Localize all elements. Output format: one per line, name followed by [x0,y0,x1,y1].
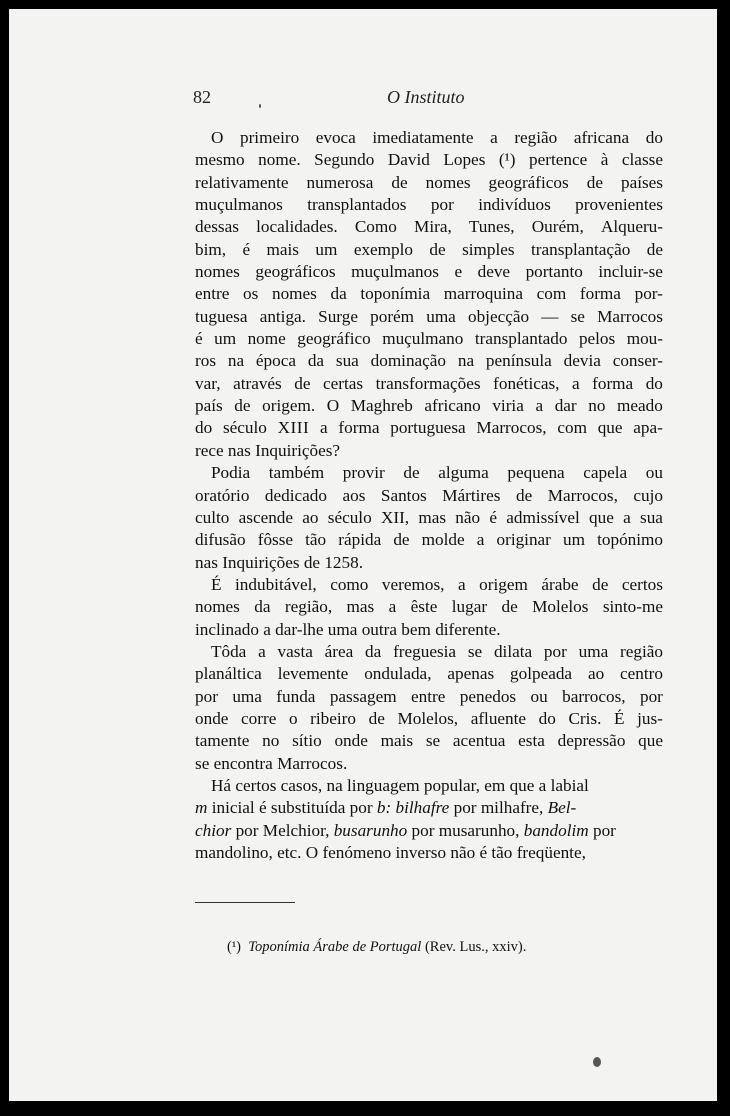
paragraph-3 [195,574,663,641]
page-header [193,87,663,111]
text-line: por uma funda passagem entre penedos ou barrocos, por [195,686,663,706]
footnote-reference: (Rev. Lus., xxiv). [424,939,527,955]
footnote-marker: (¹) [227,939,242,955]
text-line: difusão fôsse tão rápida de molde a originar um topónimo [195,530,663,550]
text-line: bim, é mais um exemplo de simples transplantação de [195,239,663,259]
paragraph-2 [195,462,663,574]
footnote [227,939,526,956]
text-line: se encontra Marrocos. [195,753,348,773]
text-line: oratório dedicado aos Santos Mártires de Marrocos, cujo [195,485,663,505]
text-line: Tôda a vasta área da freguesia se dilata por uma região [211,641,663,661]
text-line: culto ascende ao século XII, mas não é admissível que a sua [195,507,663,527]
paragraph-4 [195,641,663,775]
text-line: Há certos casos, na linguagem popular, em que a labial [211,775,589,795]
book-page [6,6,720,1104]
footnote-divider [195,902,295,903]
text-line: inclinado a dar-lhe uma outra bem diferente. [195,619,501,639]
text-line: mandolino, etc. O fenómeno inverso não é tão freqüente, [195,843,586,862]
text-line: relativamente numerosa de nomes geográficos de países [195,172,663,192]
paper-speck [593,1057,601,1067]
page-number: 82 [193,87,211,107]
text-line: É indubitável, como veremos, a origem árabe de certos [211,574,663,594]
text-line: rece nas Inquirições? [195,440,341,460]
text-line: tamente no sítio onde mais se acentua esta depressão que [195,731,663,751]
text-line: O primeiro evoca imediatamente a região africana do [211,128,663,147]
footnote-title: Toponímia Árabe de Portugal [248,939,422,955]
text-line: dessas localidades. Como Mira, Tunes, Ourém, Alqueru- [195,217,663,237]
text-line: é um nome geográfico muçulmano transplantado pelos mou- [195,329,663,349]
paragraph-1 [195,127,663,462]
running-title: O Instituto [387,87,465,107]
paper-speck [259,104,261,108]
text-line: entre os nomes da toponímia marroquina com forma por- [195,284,663,304]
text-line: planáltica levemente ondulada, apenas golpeada ao centro [195,664,663,684]
text-line: nas Inquirições de 1258. [195,552,364,572]
text-line: var, através de certas transformações fonéticas, a forma do [195,373,663,393]
text-line: mesmo nome. Segundo David Lopes (¹) pertence à classe [195,150,663,170]
text-line: m inicial é substituída por b: bilhafre por milhafre, Bel- [195,798,577,818]
body-text [195,127,663,864]
text-line: tuguesa antiga. Surge porém uma objecção — se Marrocos [195,306,663,326]
text-line: nomes da região, mas a êste lugar de Molelos sinto-me [195,597,663,617]
text-line: ros na época da sua dominação na península devia conser- [195,351,663,371]
text-line: do século XIII a forma portuguesa Marrocos, com que apa- [195,418,663,438]
text-line: chior por Melchior, busarunho por musarunho, bandolim por [195,820,616,840]
text-line: Podia também provir de alguma pequena capela ou [211,463,663,483]
text-line: nomes geográficos muçulmanos e deve portanto incluir-se [195,262,663,282]
text-line: onde corre o ribeiro de Molelos, afluente do Cris. É jus- [195,708,663,728]
text-line: país de origem. O Maghreb africano viria a dar no meado [195,396,663,416]
text-line: muçulmanos transplantados por indivíduos provenientes [195,195,663,215]
